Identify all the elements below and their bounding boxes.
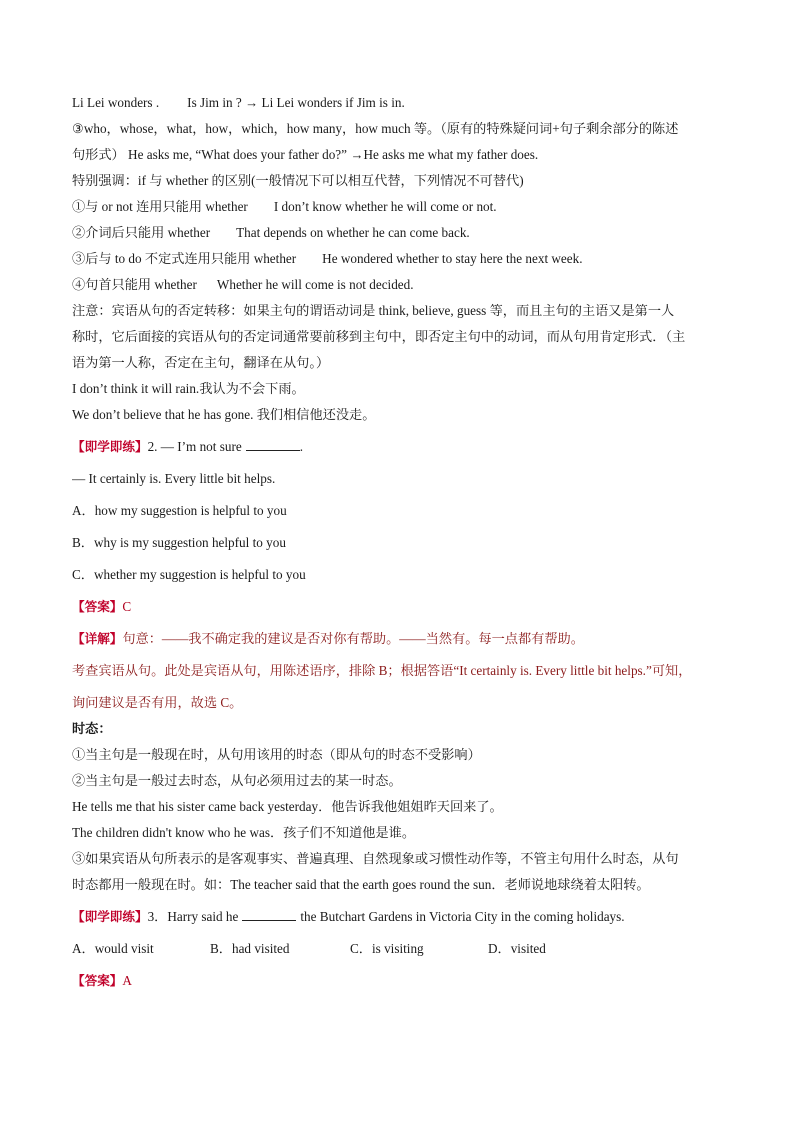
exercise-tag: 【即学即练】	[72, 440, 148, 454]
question-text: 2. — I’m not sure	[147, 439, 242, 454]
text-line: The children didn't know who he was．孩子们不知道他是谁。	[72, 825, 416, 840]
text-line	[72, 220, 732, 246]
text-line: ②当主句是一般过去时态，从句必须用过去的某一时态。	[72, 773, 402, 788]
text-segment: ③后与 to do 不定式连用只能用 whether	[72, 251, 297, 266]
exercise-2-stem	[72, 434, 732, 460]
text-line: 注意：宾语从句的否定转移：如果主句的谓语动词是 think, believe, guess 等，而且主句的主语又是第一人	[72, 303, 675, 318]
text-line: 语为第一人称，否定在主句，翻译在从句。）	[72, 355, 330, 370]
text-segment: Li Lei wonders .	[72, 95, 160, 110]
text-line: I don’t think it will rain.我认为不会下雨。	[72, 381, 305, 396]
answer-blank[interactable]	[242, 908, 296, 921]
text-line: ③如果宾语从句所表示的是客观事实、普遍真理、自然现象或习惯性动作等，不管主句用什么时态，从句	[72, 851, 679, 866]
option-b[interactable]: B．why is my suggestion helpful to you	[72, 535, 286, 550]
answer-tag: 【答案】	[72, 600, 123, 614]
answer-line	[72, 968, 732, 994]
text-line: 称时，它后面接的宾语从句的否定词通常要前移到主句中，即否定主句中的动词，而从句用肯定形式．（主	[72, 329, 686, 344]
answer-value: C	[122, 599, 132, 614]
option-c[interactable]: C．is visiting	[350, 941, 424, 956]
text-segment: Is Jim in ? → Li Lei wonders if Jim is in.	[187, 95, 405, 110]
detail-line: 询问建议是否有用，故选 C。	[72, 695, 243, 710]
exercise-3-stem	[72, 904, 732, 930]
option-a[interactable]: A．how my suggestion is helpful to you	[72, 503, 287, 518]
answer-value: A	[122, 973, 132, 988]
text-line: He tells me that his sister came back yesterday．他告诉我他姐姐昨天回来了。	[72, 799, 503, 814]
detail-tag: 【详解】	[72, 632, 123, 646]
exercise-tag: 【即学即练】	[72, 910, 148, 924]
text-segment: Whether he will come is not decided.	[216, 277, 414, 292]
text-line	[72, 194, 732, 220]
text-segment: I don’t know whether he will come or not.	[273, 199, 497, 214]
answer-line	[72, 594, 732, 620]
text-line: We don’t believe that he has gone. 我们相信他还没走。	[72, 407, 376, 422]
text-line	[72, 272, 732, 298]
question-text: the Butchart Gardens in Victoria City in the coming holidays.	[300, 909, 625, 924]
option-d[interactable]: D．visited	[488, 941, 546, 956]
detail-text: 句意：——我不确定我的建议是否对你有帮助。——当然有。每一点都有帮助。	[122, 631, 584, 646]
question-text: 3．Harry said he	[147, 909, 239, 924]
question-text: .	[299, 439, 303, 454]
option-c[interactable]: C．whether my suggestion is helpful to you	[72, 567, 306, 582]
text-line: 时态都用一般现在时。如：The teacher said that the earth goes round the sun．老师说地球绕着太阳转。	[72, 877, 650, 892]
document-page	[72, 90, 732, 994]
text-line: 特别强调：if 与 whether 的区别(一般情况下可以相互代替，下列情况不可替代)	[72, 173, 524, 188]
option-b[interactable]: B．had visited	[210, 941, 290, 956]
text-segment: He wondered whether to stay here the next week.	[322, 251, 583, 266]
text-line	[72, 90, 732, 116]
answer-blank[interactable]	[246, 438, 300, 451]
detail-line	[72, 626, 732, 652]
text-line: ①当主句是一般现在时，从句用该用的时态（即从句的时态不受影响）	[72, 747, 481, 762]
text-line: ③who，whose，what，how，which，how many，how much 等。（原有的特殊疑问词+句子剩余部分的陈述	[72, 121, 679, 136]
text-line	[72, 246, 732, 272]
text-line: 句形式） He asks me, “What does your father do?” →He asks me what my father does.	[72, 147, 539, 162]
answer-tag: 【答案】	[72, 974, 123, 988]
options-row	[72, 936, 732, 962]
section-heading: 时态：	[72, 721, 112, 736]
text-segment: ①与 or not 连用只能用 whether	[72, 199, 248, 214]
text-segment: ②介词后只能用 whether	[72, 225, 211, 240]
detail-line: 考查宾语从句。此处是宾语从句，用陈述语序，排除 B；根据答语“It certainly is. Every little bit helps.”可知，	[72, 663, 692, 678]
text-segment: That depends on whether he can come back.	[236, 225, 470, 240]
option-a[interactable]: A．would visit	[72, 941, 154, 956]
text-segment: ④句首只能用 whether	[72, 277, 197, 292]
question-reply: — It certainly is. Every little bit helps.	[72, 471, 276, 486]
